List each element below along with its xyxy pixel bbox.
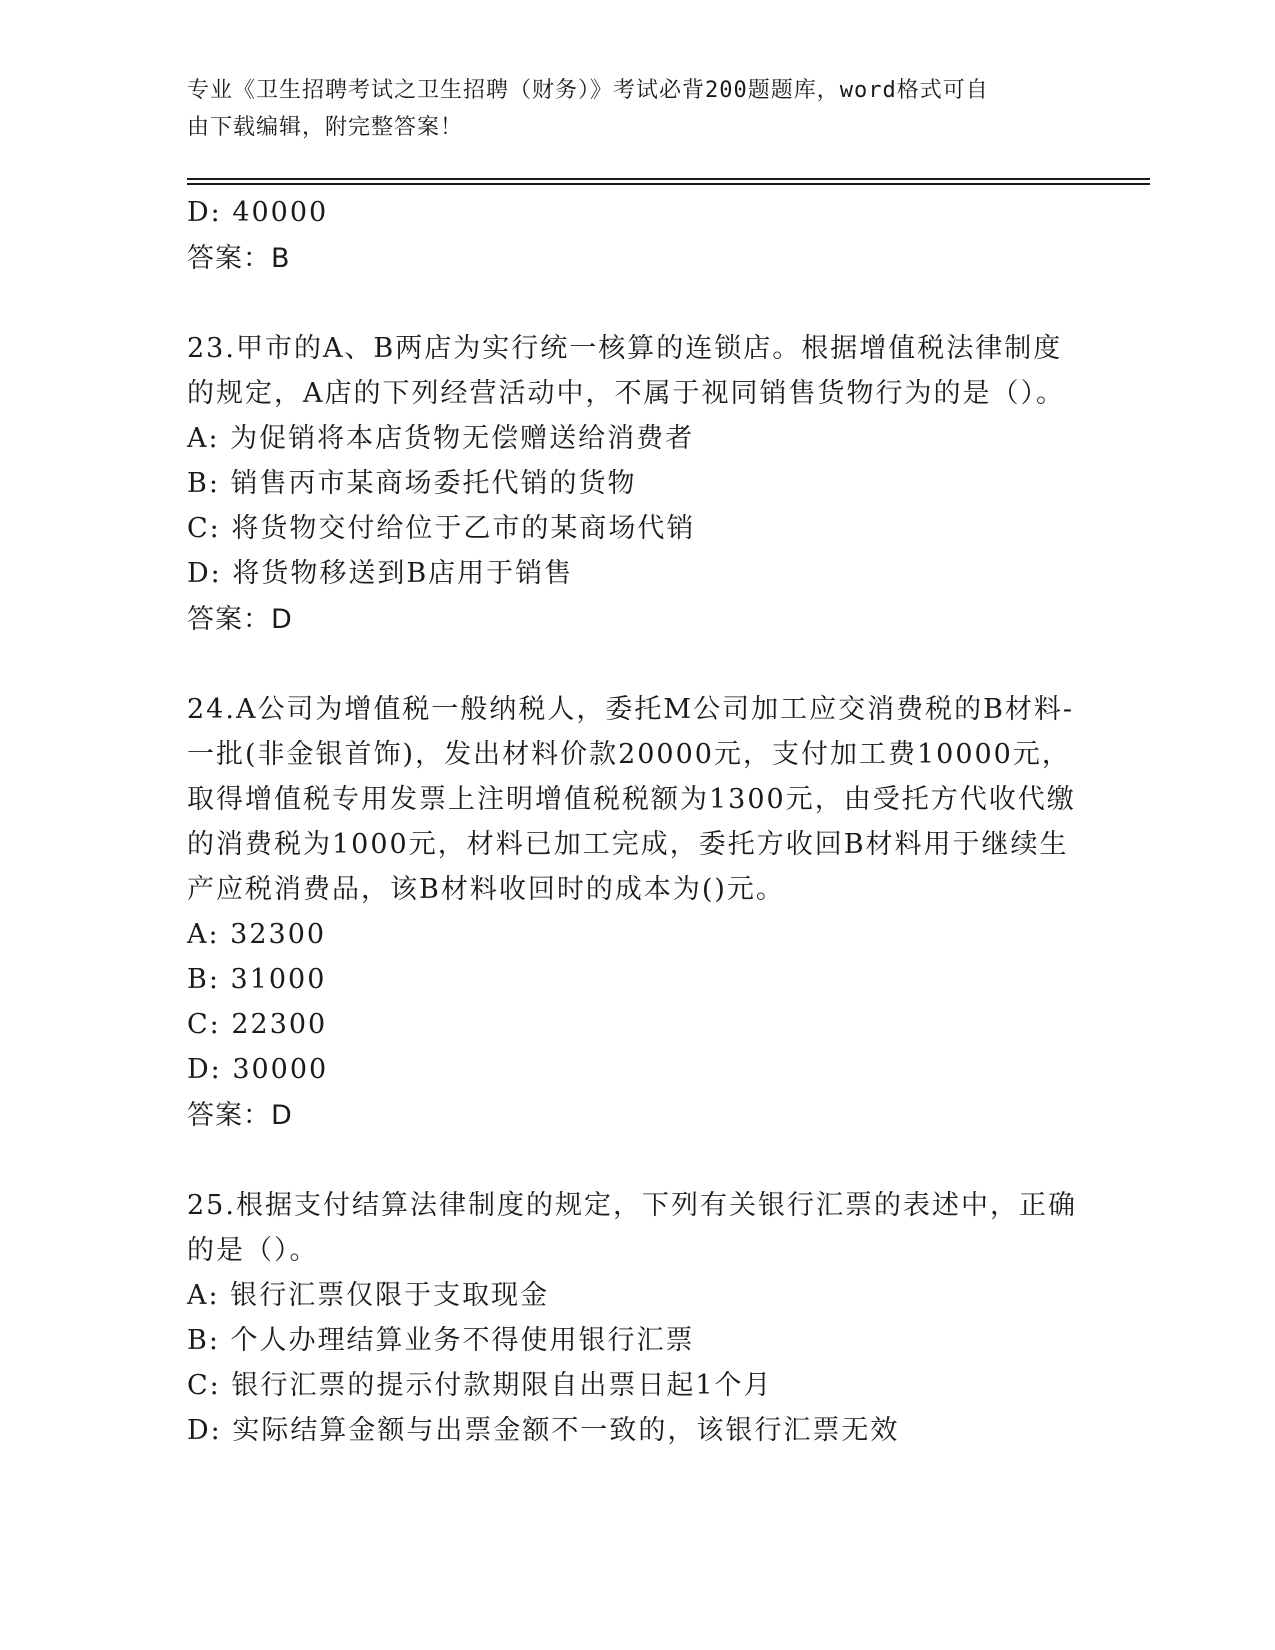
header-line-1: 专业《卫生招聘考试之卫生招聘（财务）》考试必背200题题库，word格式可自 [187,78,989,103]
carryover-option-d: D: 40000 [187,197,329,228]
option-d: D: 30000 [187,1054,329,1085]
option-d: D: 实际结算金额与出票金额不一致的，该银行汇票无效 [187,1415,900,1446]
option-a: A: 为促销将本店货物无偿赠送给消费者 [187,423,695,454]
spacer [187,643,1087,687]
question-stem-line: 产应税消费品，该B材料收回时的成本为()元。 [187,874,785,905]
document-header [187,72,1087,146]
option-b: B: 个人办理结算业务不得使用银行汇票 [187,1325,695,1356]
question-24 [187,687,1087,1139]
option-c: C: 将货物交付给位于乙市的某商场代销 [187,513,696,544]
question-stem-line: 24.A公司为增值税一般纳税人，委托M公司加工应交消费税的B材料- [187,694,1075,725]
header-divider-bottom [187,183,1150,185]
spacer [187,282,1087,326]
question-stem-line: 的是（）。 [187,1235,319,1266]
question-25 [187,1183,1087,1453]
option-c: C: 银行汇票的提示付款期限自出票日起1个月 [187,1370,773,1401]
header-divider-top [187,178,1150,180]
question-23 [187,326,1087,643]
question-stem-line: 25.根据支付结算法律制度的规定，下列有关银行汇票的表述中，正确 [187,1190,1077,1221]
question-stem-line: 取得增值税专用发票上注明增值税税额为1300元，由受托方代收代缴 [187,784,1076,815]
header-line-2: 由下载编辑，附完整答案！ [187,115,464,140]
question-stem-line: 23.甲市的A、B两店为实行统一核算的连锁店。根据增值税法律制度 [187,333,1063,364]
question-content [187,190,1087,1453]
option-a: A: 32300 [187,919,327,950]
carryover-answer: 答案：B [187,243,291,274]
option-a: A: 银行汇票仅限于支取现金 [187,1280,550,1311]
answer-line: 答案：D [187,604,293,635]
option-c: C: 22300 [187,1009,328,1040]
option-d: D: 将货物移送到B店用于销售 [187,558,574,589]
answer-line: 答案：D [187,1100,293,1131]
option-b: B: 销售丙市某商场委托代销的货物 [187,468,637,499]
question-stem-line: 的规定，A店的下列经营活动中，不属于视同销售货物行为的是（）。 [187,378,1065,409]
option-b: B: 31000 [187,964,327,995]
question-stem-line: 一批(非金银首饰)，发出材料价款20000元，支付加工费10000元， [187,739,1071,770]
spacer [187,1139,1087,1183]
question-stem-line: 的消费税为1000元，材料已加工完成，委托方收回B材料用于继续生 [187,829,1069,860]
